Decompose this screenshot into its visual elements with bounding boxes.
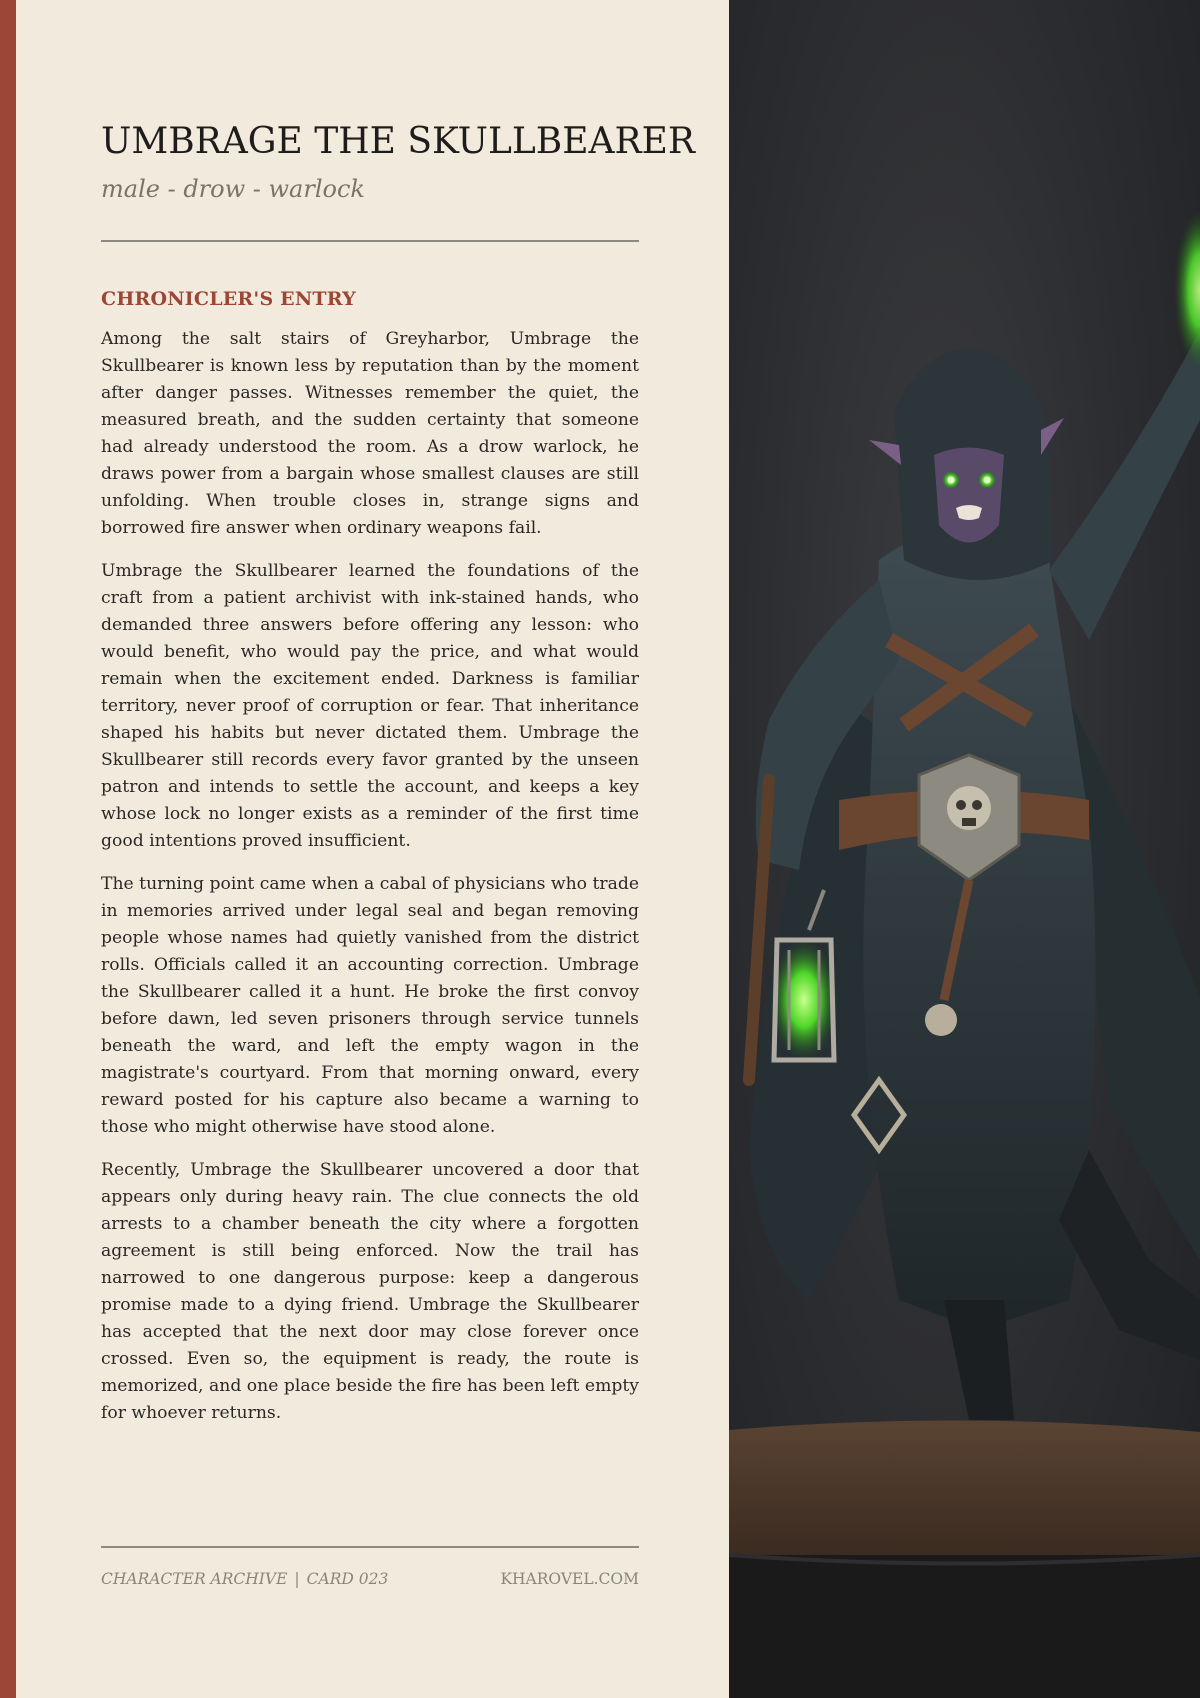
accent-bar: [0, 0, 16, 1698]
character-subtitle: male - drow - warlock: [101, 175, 365, 203]
footer-divider: [101, 1546, 639, 1548]
header-divider: [101, 240, 639, 242]
left-ear: [869, 440, 901, 465]
section-heading: CHRONICLER'S ENTRY: [101, 288, 356, 310]
charm-skull-icon: [925, 1004, 957, 1036]
footer-separator: |: [294, 1570, 300, 1588]
bio-paragraph-3: The turning point came when a cabal of physicians who trade in memories arrived under legal seal and began removing people whose names had quietly vanished from the district rolls. Officials called it an accounting correction. Umbrage the Skullbearer called it a hunt. He broke the first convoy before dawn, led seven prisoners through service tunnels beneath the ward, and left the empty wagon in the magistrate's courtyard. From that morning onward, every reward posted for his capture also became a warning to those who might otherwise have stood alone.: [101, 874, 639, 1137]
left-eye: [948, 477, 955, 484]
archive-label: CHARACTER ARCHIVE: [101, 1570, 288, 1588]
mouth: [956, 505, 982, 520]
biography: [101, 326, 639, 1427]
magic-flame-glow: [1174, 210, 1200, 370]
miniature-illustration: [729, 0, 1200, 1698]
footer-row: [101, 1568, 639, 1590]
site-link[interactable]: KHAROVEL.COM: [500, 1570, 639, 1588]
card-number: CARD 023: [306, 1570, 389, 1588]
base-rim: [729, 1555, 1200, 1698]
lantern-glow: [770, 940, 838, 1060]
right-arm: [1049, 330, 1200, 640]
bio-paragraph-1: Among the salt stairs of Greyharbor, Umbrage the Skullbearer is known less by reputation than by the moment after danger passes. Witnesses remember the quiet, the measured breath, and the sudden certainty that someone had already understood the room. As a drow warlock, he draws power from a bargain whose smallest clauses are still unfolding. When trouble closes in, strange signs and borrowed fire answer when ordinary weapons fail.: [101, 329, 639, 538]
footer-archive-label: [101, 1568, 388, 1590]
text-panel: [16, 0, 729, 1698]
base-ground: [729, 1420, 1200, 1560]
card-content: [101, 118, 696, 1443]
right-eye: [984, 477, 991, 484]
bio-paragraph-4: Recently, Umbrage the Skullbearer uncovered a door that appears only during heavy rain. The clue connects the old arrests to a chamber beneath the city where a forgotten agreement is still being enforced. Now the trail has narrowed to one dangerous purpose: keep a dangerous promise made to a dying friend. Umbrage the Skullbearer has accepted that the next door may close forever once crossed. Even so, the equipment is ready, the route is memorized, and one place beside the fire has been left empty for whoever returns.: [101, 1160, 639, 1423]
character-portrait: [729, 0, 1200, 1698]
bio-paragraph-2: Umbrage the Skullbearer learned the foundations of the craft from a patient archivist with ink-stained hands, who demanded three answers before offering any lesson: who would benefit, who would pay the price, and what would remain when the excitement ended. Darkness is familiar territory, never proof of corruption or fear. That inheritance shaped his habits but never dictated them. Umbrage the Skullbearer still records every favor granted by the unseen patron and intends to settle the account, and keeps a key whose lock no longer exists as a reminder of the first time good intentions proved insufficient.: [101, 561, 639, 851]
character-name: UMBRAGE THE SKULLBEARER: [101, 121, 696, 162]
left-boot: [944, 1300, 1014, 1420]
face: [934, 448, 1004, 543]
footer: [101, 1546, 639, 1590]
